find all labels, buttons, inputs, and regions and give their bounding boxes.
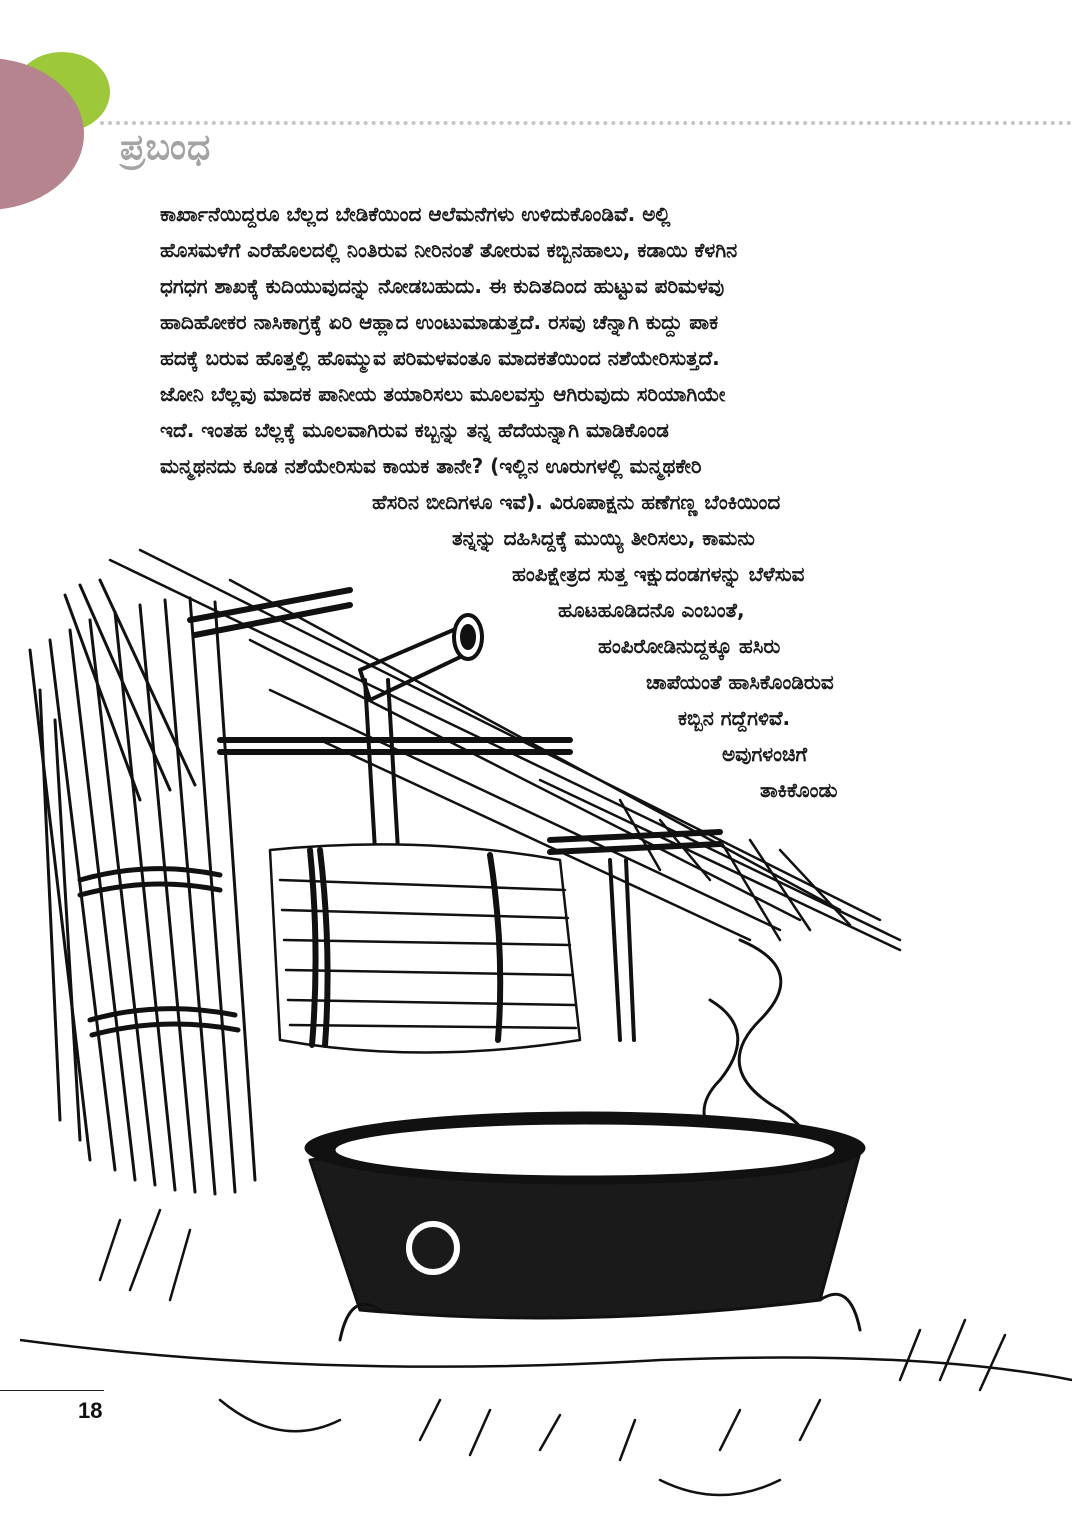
paragraph-line: ಹಂಪಿರೋಡಿನುದ್ದಕ್ಕೂ ಹಸಿರು — [598, 634, 781, 658]
paragraph-line: ಹಂಪಿಕ್ಷೇತ್ರದ ಸುತ್ತ ಇಕ್ಷುದಂಡಗಳನ್ನು ಬೆಳೆಸುವ — [512, 562, 805, 586]
footer-rule — [0, 1390, 104, 1391]
boiling-cauldron — [305, 1112, 865, 1340]
page-number: 18 — [78, 1398, 103, 1423]
paragraph-line: ಇದೆ. ಇಂತಹ ಬೆಲ್ಲಕ್ಕೆ ಮೂಲವಾಗಿರುವ ಕಬ್ಬನ್ನು ತನ್ನ ಹೆದೆಯನ್ನಾಗಿ ಮಾಡಿಕೊಂಡ — [160, 418, 669, 442]
paragraph-line: ಹೆಸರಿನ ಬೀದಿಗಳೂ ಇವೆ). ವಿರೂಪಾಕ್ಷನು ಹಣೆಗಣ್ಣ ಬೆಂಕಿಯಿಂದ — [372, 490, 781, 514]
paragraph-line: ತನ್ನನ್ನು ದಹಿಸಿದ್ದಕ್ಕೆ ಮುಯ್ಯಿ ತೀರಿಸಲು, ಕಾಮನು — [452, 526, 755, 550]
paragraph-line: ಹೊಸಮಳೆಗೆ ಎರೆಹೊಲದಲ್ಲಿ ನಿಂತಿರುವ ನೀರಿನಂತೆ ತೋರುವ ಕಬ್ಬಿನಹಾಲು, ಕಡಾಯಿ ಕೆಳಗಿನ — [160, 238, 738, 262]
dotted-header-rule — [100, 121, 1072, 125]
paragraph-line: ಹೂಟಹೂಡಿದನೊ ಎಂಬಂತೆ, — [558, 598, 745, 622]
paragraph-line: ಹಾದಿಹೋಕರ ನಾಸಿಕಾಗ್ರಕ್ಕೆ ಏರಿ ಆಹ್ಲಾದ ಉಂಟುಮಾಡುತ್ತದೆ. ರಸವು ಚೆನ್ನಾಗಿ ಕುದ್ದು ಪಾಕ — [160, 310, 719, 334]
sugarcane-stack-left — [30, 580, 255, 1194]
paragraph-line: ಅವುಗಳಂಚಿಗೆ — [722, 742, 808, 766]
paragraph-line: ಕಬ್ಬಿನ ಗದ್ದೆಗಳಿವೆ. — [678, 706, 791, 730]
paragraph-line: ತಾಕಿಕೊಂಡು — [760, 778, 838, 802]
stacked-cane-bundles — [270, 844, 580, 1052]
sugarcane-hut-illustration — [20, 520, 1072, 1525]
paragraph-line: ಜೋನಿ ಬೆಲ್ಲವು ಮಾದಕ ಪಾನೀಯ ತಯಾರಿಸಲು ಮೂಲವಸ್ತು ಆಗಿರುವುದು ಸರಿಯಾಗಿಯೇ — [160, 382, 726, 406]
section-title: ಪ್ರಬಂಧ — [120, 127, 212, 168]
paragraph-line: ಕಾರ್ಖಾನೆಯಿದ್ದರೂ ಬೆಲ್ಲದ ಬೇಡಿಕೆಯಿಂದ ಆಲೆಮನೆಗಳು ಉಳಿದುಕೊಂಡಿವೆ. ಅಲ್ಲಿ — [160, 202, 671, 226]
paragraph-line: ಮನ್ಮಥನದು ಕೂಡ ನಶೆಯೇರಿಸುವ ಕಾಯಕ ತಾನೇ? (ಇಲ್ಲಿನ ಊರುಗಳಲ್ಲಿ ಮನ್ಮಥಕೇರಿ — [160, 454, 702, 478]
paragraph-line: ಹದಕ್ಕೆ ಬರುವ ಹೊತ್ತಲ್ಲಿ ಹೊಮ್ಮುವ ಪರಿಮಳವಂತೂ ಮಾದಕತೆಯಿಂದ ನಶೆಯೇರಿಸುತ್ತದೆ. — [160, 346, 720, 370]
paragraph-line: ಚಾಪೆಯಂತೆ ಹಾಸಿಕೊಂಡಿರುವ — [646, 670, 834, 694]
paragraph-line: ಧಗಧಗ ಶಾಖಕ್ಕೆ ಕುದಿಯುವುದನ್ನು ನೋಡಬಹುದು. ಈ ಕುದಿತದಿಂದ ಹುಟ್ಟುವ ಪರಿಮಳವು — [160, 274, 725, 298]
